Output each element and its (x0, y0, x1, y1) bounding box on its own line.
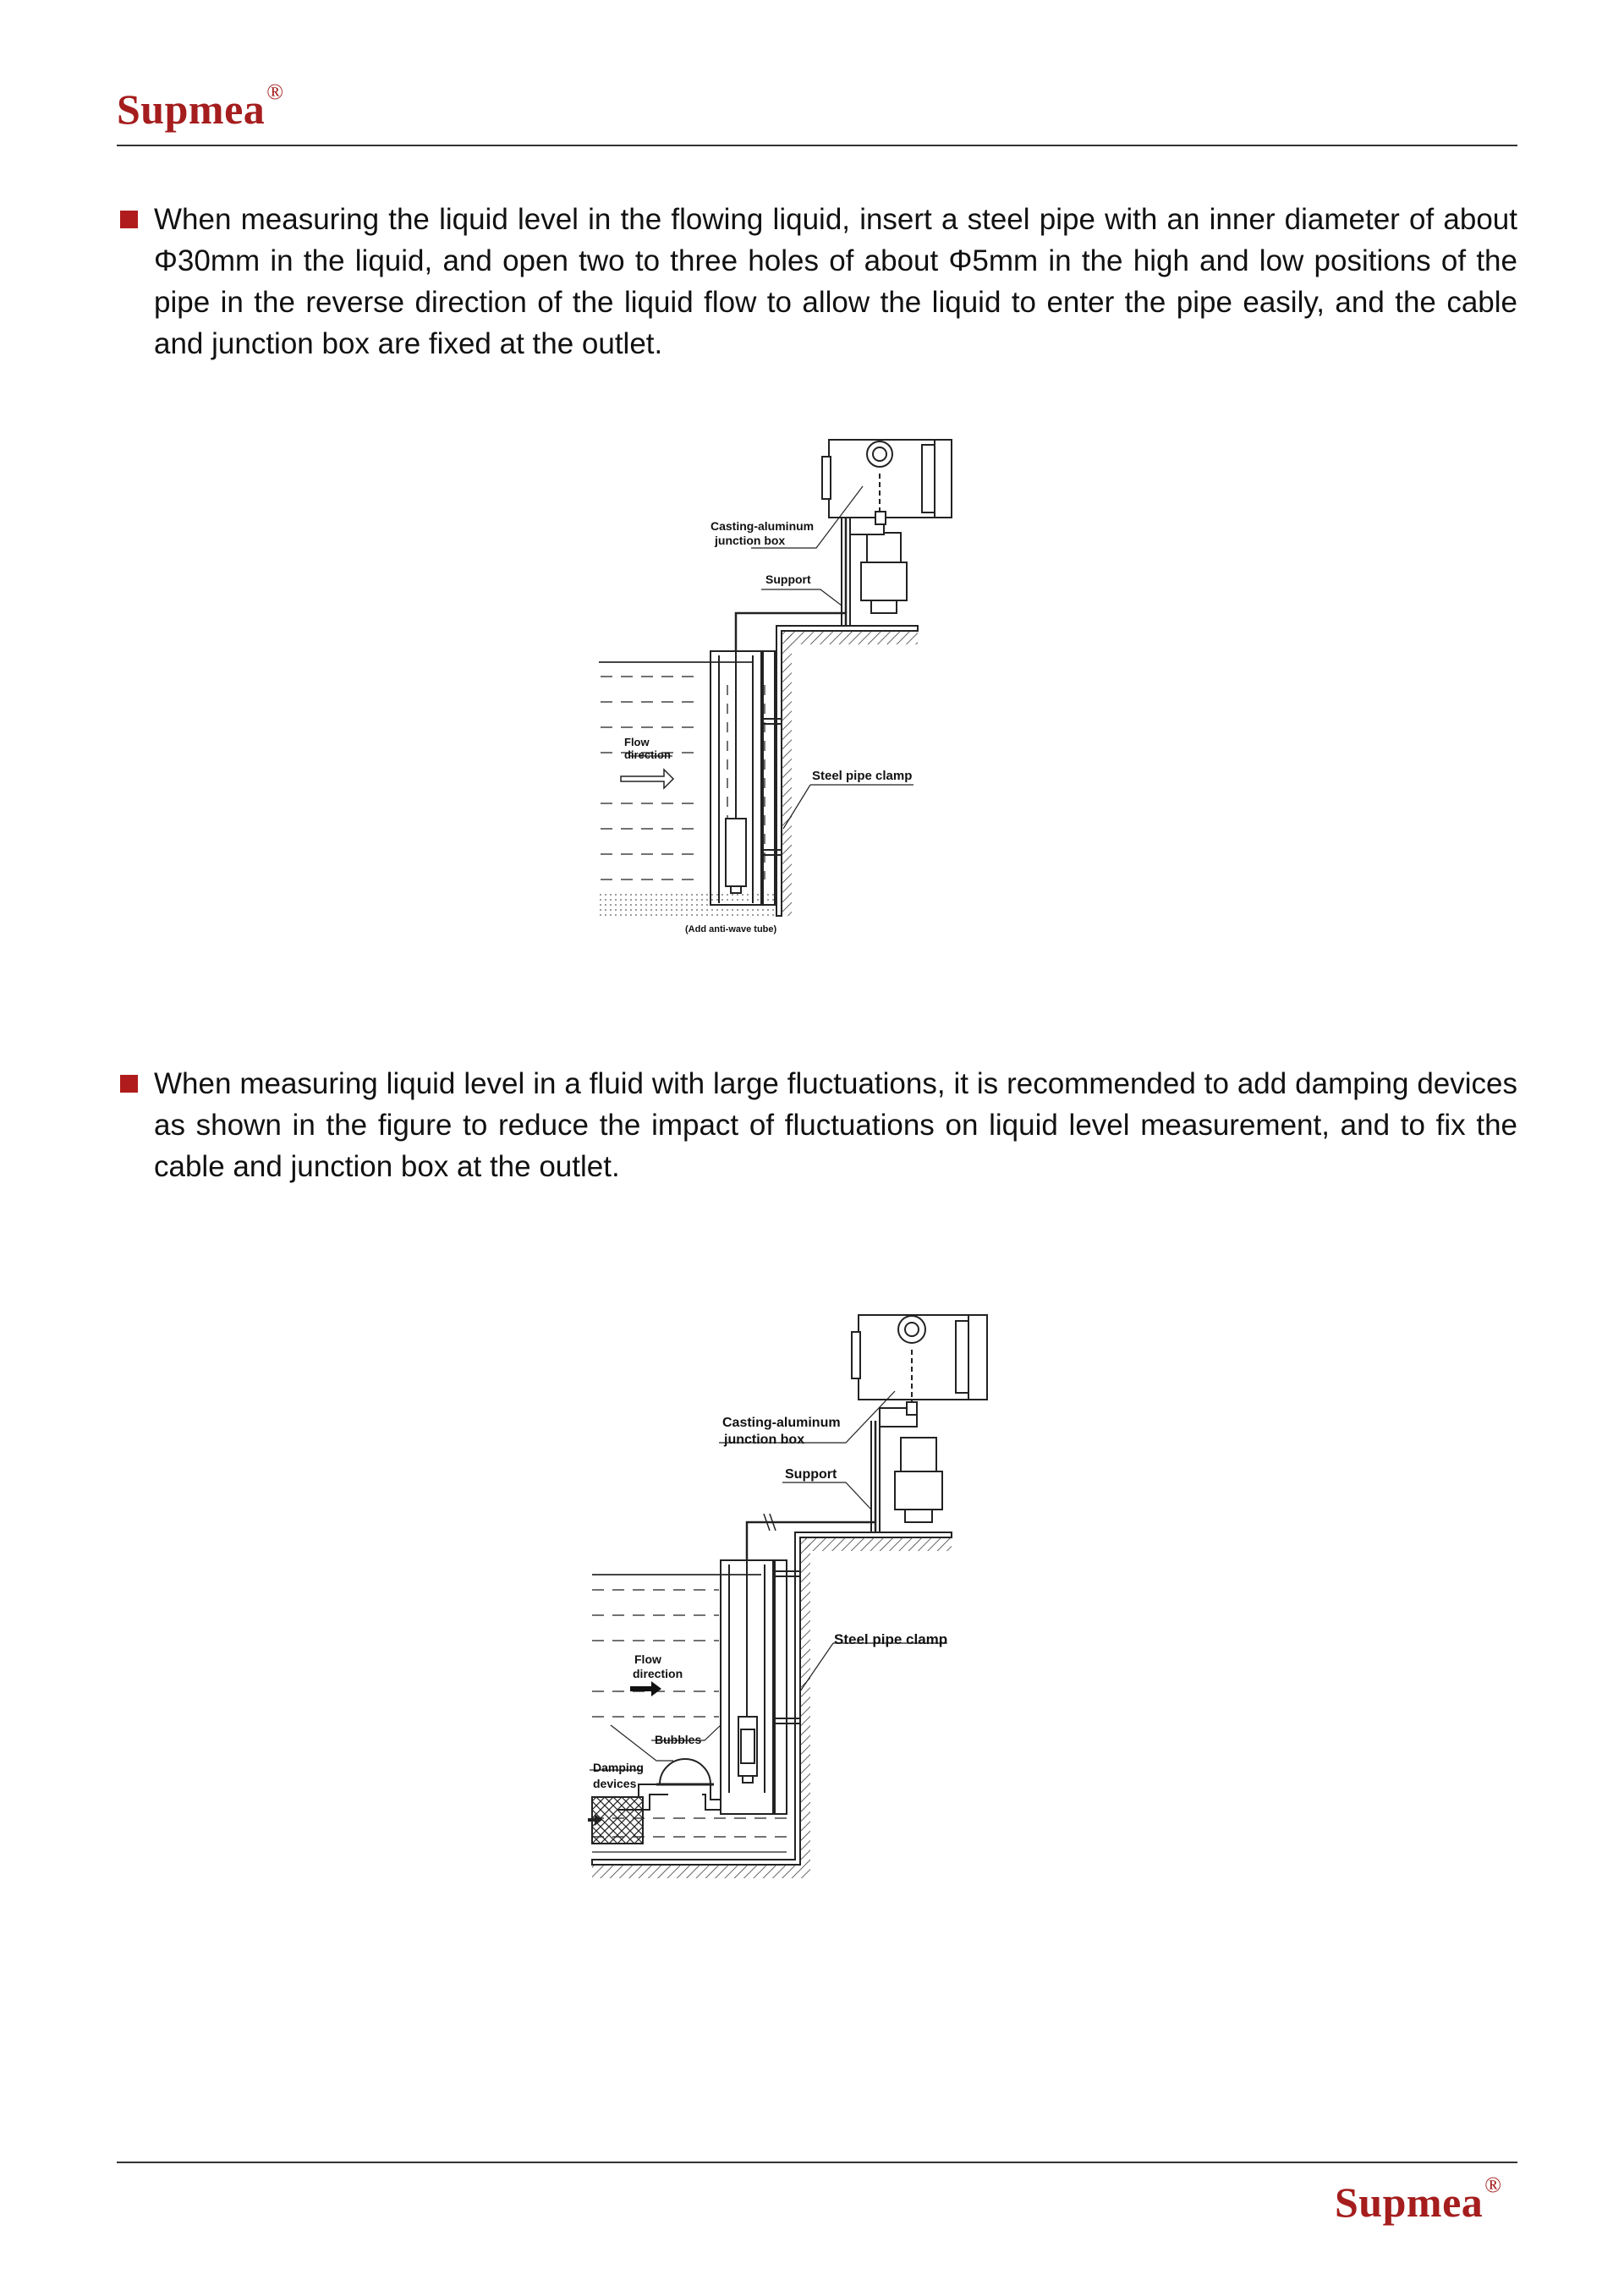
flow-direction-arrow-icon (621, 770, 673, 788)
label-support: Support (765, 573, 811, 586)
flow-direction-arrow-icon (630, 1681, 661, 1696)
level-sensor-probe (738, 1522, 757, 1783)
figure-damping-devices (588, 1315, 987, 1878)
label-flow-line1: Flow (624, 736, 650, 748)
footer-divider (117, 2162, 1517, 2163)
label-flow-line2: direction (633, 1667, 683, 1680)
label-junction-box-line2: junction box (715, 534, 786, 547)
paragraph-text: When measuring liquid level in a fluid with large fluctuations, it is recommended to add damping devices as shown in the figure to reduce the impact of fluctuations on liquid level measurement, and to fix the cable and junction box at the outlet. (154, 1067, 1517, 1183)
level-sensor-probe (726, 613, 746, 893)
ground-bank (592, 1532, 952, 1865)
label-flow-line2: direction (624, 748, 671, 761)
paragraph-text: When measuring the liquid level in the flowing liquid, insert a steel pipe with an inner diameter of about Φ30mm in the liquid, and open two to three holes of about Φ5mm in the high and low positions of the pipe in the reverse direction of the liquid flow to allow the liquid to enter the pipe easily, and the cable and junction box are fixed at the outlet. (154, 203, 1517, 360)
label-junction-box-line1: Casting-aluminum (710, 519, 815, 533)
label-damping-line2: devices (593, 1777, 637, 1790)
label-junction-box-line1: Casting-aluminum (722, 1416, 841, 1430)
label-flow-line1: Flow (634, 1652, 661, 1666)
label-leaders (590, 1391, 947, 1770)
label-steel-pipe-clamp: Steel pipe clamp (812, 769, 913, 783)
bottom-sediment (599, 890, 776, 916)
label-bubbles: Bubbles (655, 1733, 702, 1746)
header-brand-logo: Supmea® (117, 79, 284, 133)
label-damping-line1: Damping (593, 1761, 644, 1774)
figure-flowing-liquid (599, 440, 952, 934)
label-anti-wave-tube: (Add anti-wave tube) (685, 924, 777, 934)
label-support: Support (785, 1467, 837, 1482)
bubbles-dome-icon (660, 1759, 710, 1784)
label-steel-pipe-clamp: Steel pipe clamp (834, 1631, 948, 1647)
footer-brand-logo: Supmea® (1335, 2173, 1502, 2226)
label-junction-box-line2: junction box (724, 1433, 805, 1447)
